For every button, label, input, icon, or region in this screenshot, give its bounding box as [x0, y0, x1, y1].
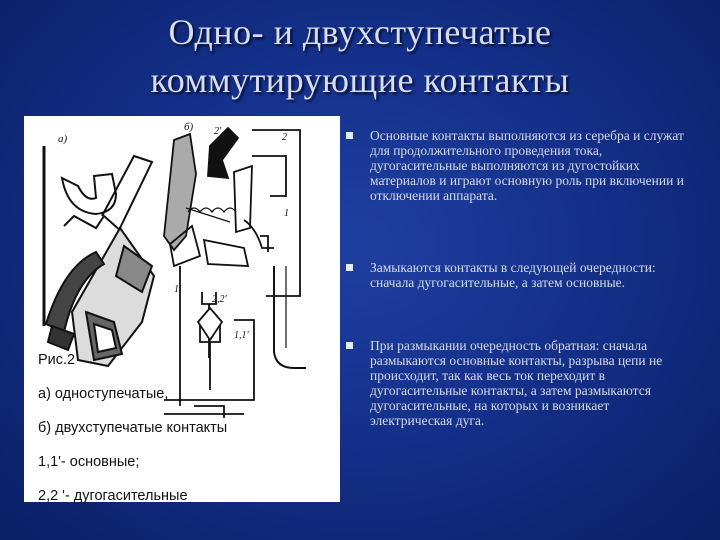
title-line-1: Одно- и двухступечатые [168, 12, 552, 52]
label-a: а) [58, 133, 68, 145]
part-label-2: 2 [282, 132, 287, 143]
bullet-text: Основные контакты выполняются из серебра и служат для продолжительного проведения тока, дугогасительные выполняются из дугостойких материалов и играют основную роль при включении и отключении аппарата. [370, 128, 684, 203]
part-label-1prime: 1' [174, 284, 182, 295]
part-label-1: 1 [284, 208, 289, 219]
caption-title: Рис.2 [38, 352, 76, 368]
bullet-square-icon [346, 264, 353, 271]
bullet-square-icon [346, 132, 353, 139]
part-label-2prime: 2' [214, 126, 222, 137]
bullet-square-icon [346, 342, 353, 349]
caption-main-contacts: 1,1'- основные; [38, 454, 140, 470]
bullet-text: При размыкании очередность обратная: сначала размыкаются основные контакты, разрыва цепи не происходит, так как весь ток переходит в дугогасительные контакты, а затем размыкаются дугогасительные, на которых и возникает электрическая дуга. [370, 338, 663, 428]
bullet-text: Замыкаются контакты в следующей очередности: сначала дугогасительные, а затем основные. [370, 260, 656, 290]
contacts-figure [24, 116, 340, 502]
caption-line-b: б) двухступечатые контакты [38, 420, 228, 436]
label-b: б) [184, 121, 194, 133]
part-label-22prime: 2,2' [212, 294, 227, 305]
caption-arc-contacts: 2,2 '- дугогасительные [38, 488, 188, 504]
part-label-11prime: 1,1' [234, 330, 249, 341]
slide-title [0, 8, 720, 104]
title-line-2: коммутирующие контакты [150, 60, 570, 100]
caption-line-a: а) одноступечатые, [38, 386, 169, 402]
contacts-drawing [24, 116, 340, 502]
